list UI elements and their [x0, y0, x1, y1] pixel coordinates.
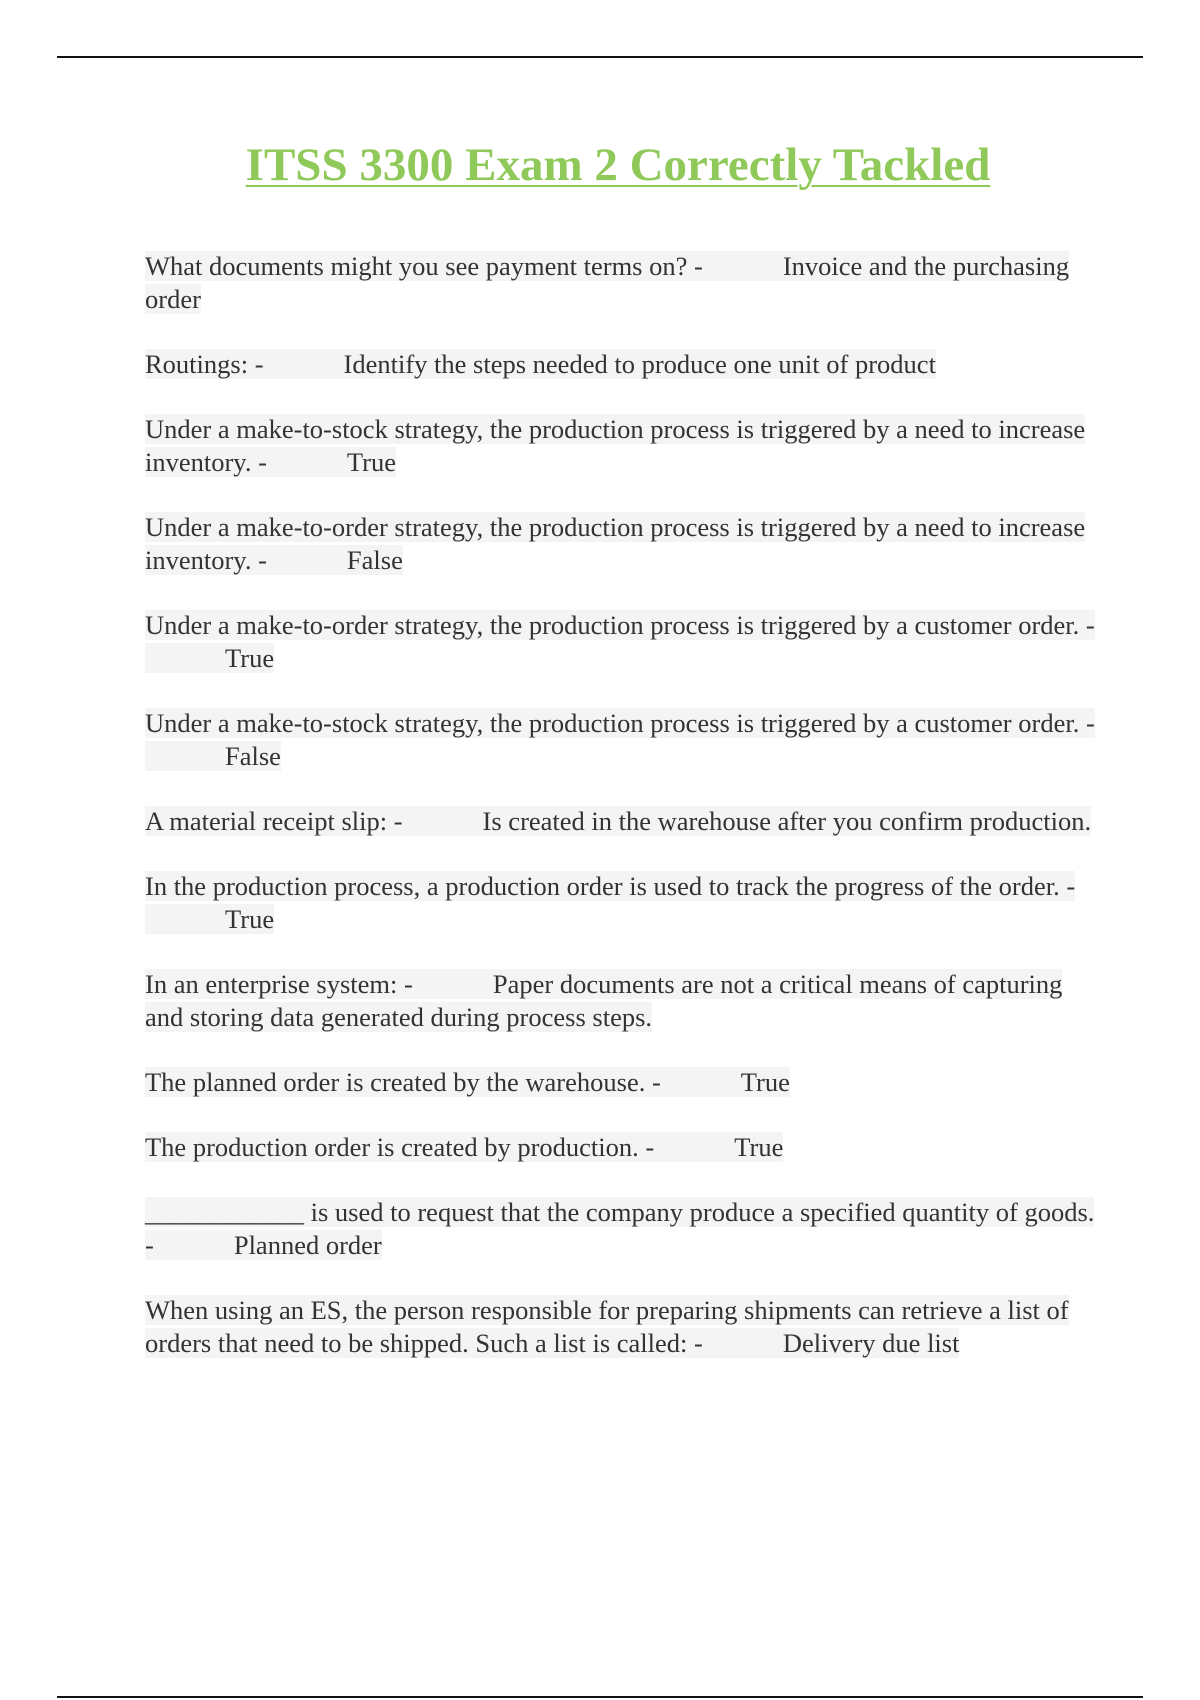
question-text: The planned order is created by the warehouse. - — [145, 1067, 661, 1097]
qa-item — [145, 968, 1095, 1034]
question-text: When using an ES, the person responsible for preparing shipments can retrieve a list of orders that need to be shipped. Such a list is called: - — [145, 1295, 1069, 1358]
answer-text: Planned order — [233, 1230, 382, 1260]
qa-item — [145, 707, 1095, 773]
question-text: In an enterprise system: - — [145, 969, 413, 999]
question-text: ____________ is used to request that the company produce a specified quantity of goods. - — [145, 1197, 1095, 1260]
answer-text: False — [225, 741, 281, 771]
qa-item — [145, 609, 1095, 675]
qa-item — [145, 348, 1095, 381]
page-title: ITSS 3300 Exam 2 Correctly Tackled — [245, 139, 991, 191]
question-text: Under a make-to-order strategy, the production process is triggered by a need to increase inventory. - — [145, 512, 1086, 575]
answer-text: Identify the steps needed to produce one unit of product — [343, 349, 936, 379]
answer-text: Is created in the warehouse after you confirm production. — [482, 806, 1092, 836]
answer-text: True — [740, 1067, 790, 1097]
question-text: What documents might you see payment terms on? - — [145, 251, 703, 281]
question-text: A material receipt slip: - — [145, 806, 403, 836]
answer-text: Paper documents are not a critical means of capturing and storing data generated during process steps. — [145, 969, 1063, 1032]
answer-text: Delivery due list — [782, 1328, 960, 1358]
bottom-rule — [57, 1696, 1143, 1698]
qa-list — [145, 250, 1095, 1392]
qa-item — [145, 1196, 1095, 1262]
answer-text: True — [346, 447, 397, 477]
top-rule — [57, 56, 1143, 58]
qa-item — [145, 870, 1095, 936]
answer-text: True — [225, 904, 275, 934]
qa-item — [145, 511, 1095, 577]
answer-text: Invoice and the purchasing order — [145, 251, 1070, 314]
question-text: The production order is created by production. - — [145, 1132, 655, 1162]
qa-item — [145, 1066, 1095, 1099]
question-text: Under a make-to-stock strategy, the production process is triggered by a need to increase inventory. - — [145, 414, 1086, 477]
answer-text: True — [734, 1132, 784, 1162]
qa-item — [145, 1131, 1095, 1164]
question-text: Under a make-to-stock strategy, the production process is triggered by a customer order. - — [145, 708, 1095, 738]
qa-item — [145, 413, 1095, 479]
question-text: Routings: - — [145, 349, 264, 379]
answer-text: True — [225, 643, 275, 673]
answer-text: False — [346, 545, 403, 575]
qa-item — [145, 805, 1095, 838]
qa-item — [145, 250, 1095, 316]
question-text: Under a make-to-order strategy, the production process is triggered by a customer order. - — [145, 610, 1095, 640]
question-text: In the production process, a production order is used to track the progress of the order. - — [145, 871, 1076, 901]
qa-item — [145, 1294, 1095, 1360]
